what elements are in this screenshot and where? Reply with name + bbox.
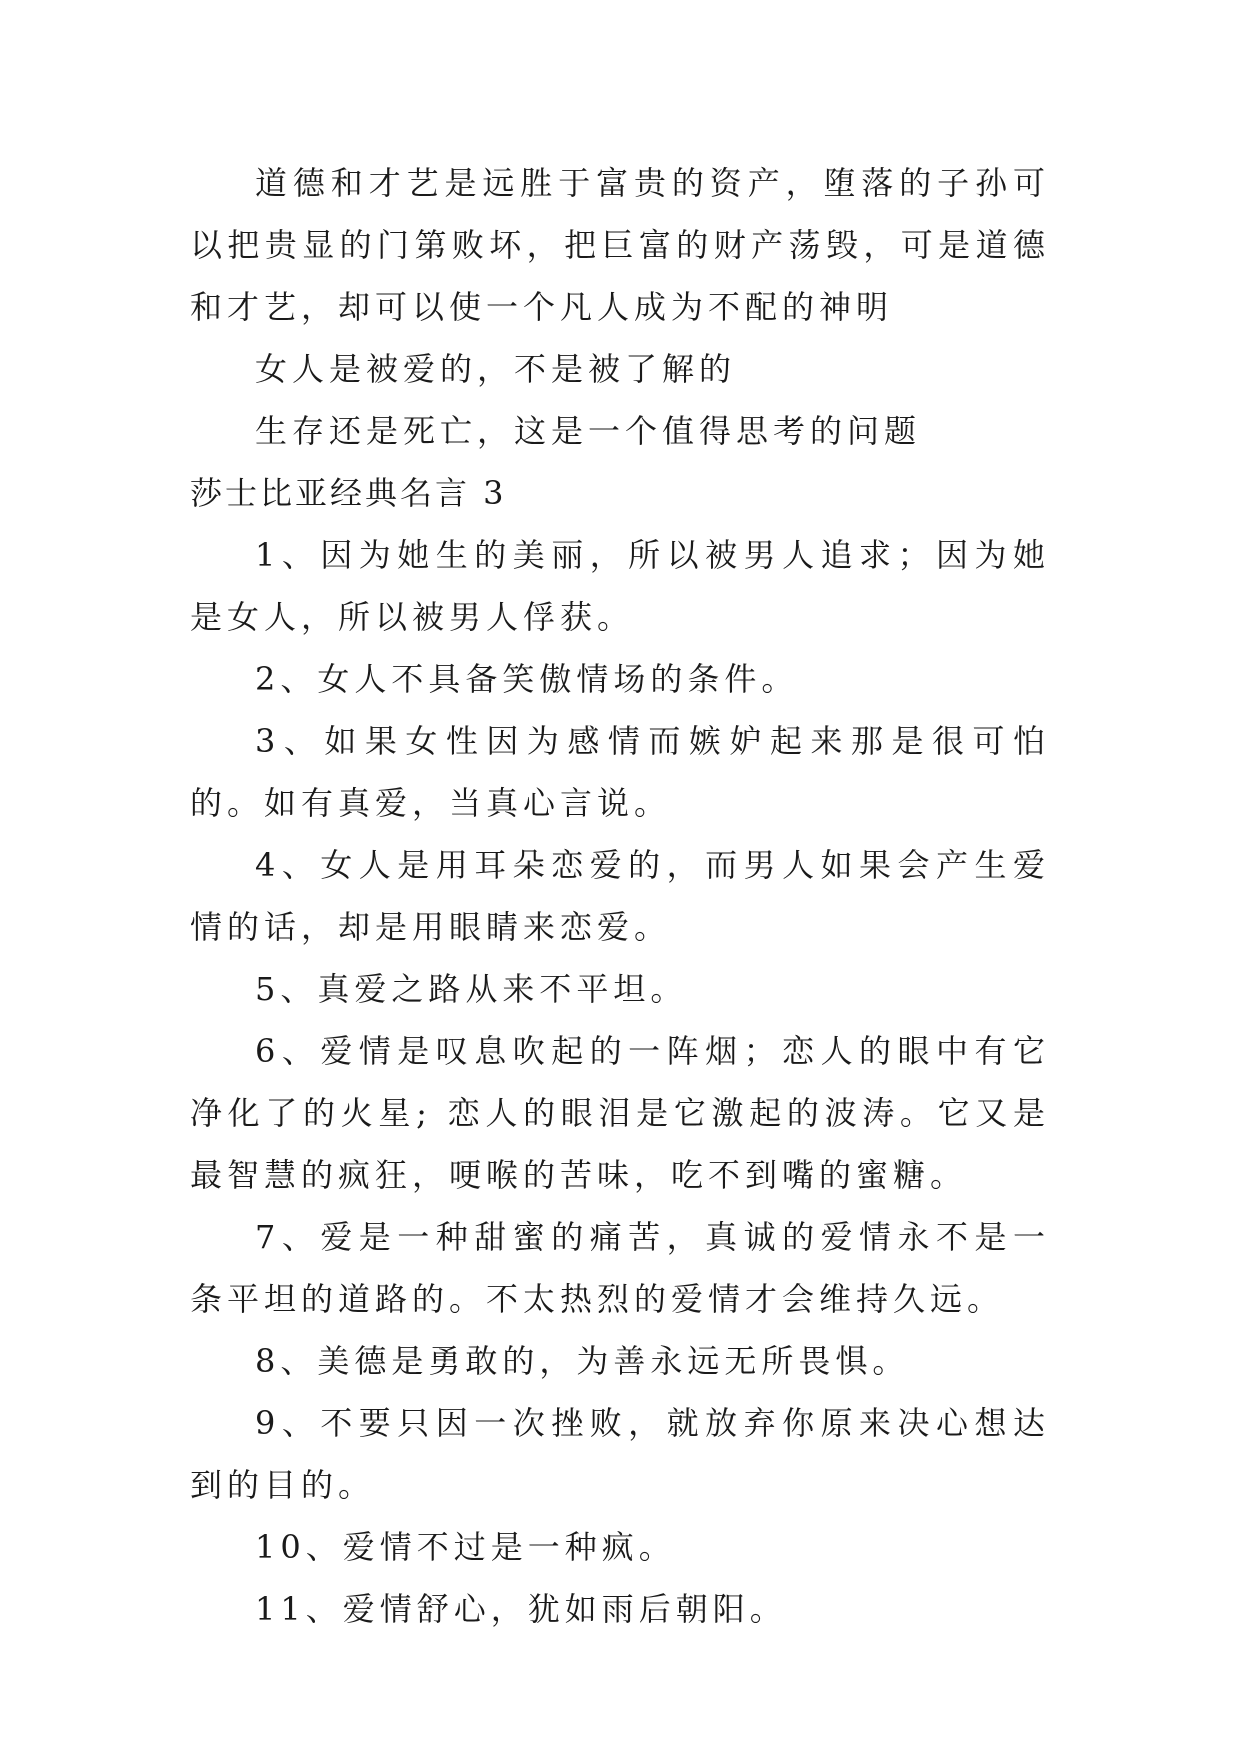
intro-paragraph: 生存还是死亡，这是一个值得思考的问题 xyxy=(255,412,922,450)
quote-item: 4、女人是用耳朵恋爱的，而男人如果会产生爱情的话，却是用眼睛来恋爱。 xyxy=(190,846,1050,946)
quote-item: 9、不要只因一次挫败，就放弃你原来决心想达到的目的。 xyxy=(190,1404,1050,1504)
intro-paragraph: 女人是被爱的，不是被了解的 xyxy=(255,350,737,388)
quote-item: 6、爱情是叹息吹起的一阵烟；恋人的眼中有它净化了的火星; 恋人的眼泪是它激起的波涛。它又是最智慧的疯狂，哽喉的苦味，吃不到嘴的蜜糖。 xyxy=(190,1032,1050,1194)
quote-item: 11、爱情舒心，犹如雨后朝阳。 xyxy=(255,1590,787,1628)
quote-item: 1、因为她生的美丽，所以被男人追求；因为她是女人，所以被男人俘获。 xyxy=(190,536,1050,636)
quote-item: 5、真爱之路从来不平坦。 xyxy=(255,970,688,1008)
quote-item: 10、爱情不过是一种疯。 xyxy=(255,1528,676,1566)
section-heading: 莎士比亚经典名言 3 xyxy=(190,474,507,512)
intro-paragraph: 道德和才艺是远胜于富贵的资产，堕落的子孙可以把贵显的门第败坏，把巨富的财产荡毁，可是道德和才艺，却可以使一个凡人成为不配的神明 xyxy=(190,164,1050,326)
quote-item: 2、女人不具备笑傲情场的条件。 xyxy=(255,660,799,698)
quote-item: 7、爱是一种甜蜜的痛苦，真诚的爱情永不是一条平坦的道路的。不太热烈的爱情才会维持久远。 xyxy=(190,1218,1050,1318)
document-body xyxy=(190,152,1050,1640)
quote-item: 8、美德是勇敢的，为善永远无所畏惧。 xyxy=(255,1342,910,1380)
quote-item: 3、如果女性因为感情而嫉妒起来那是很可怕的。如有真爱，当真心言说。 xyxy=(190,722,1050,822)
